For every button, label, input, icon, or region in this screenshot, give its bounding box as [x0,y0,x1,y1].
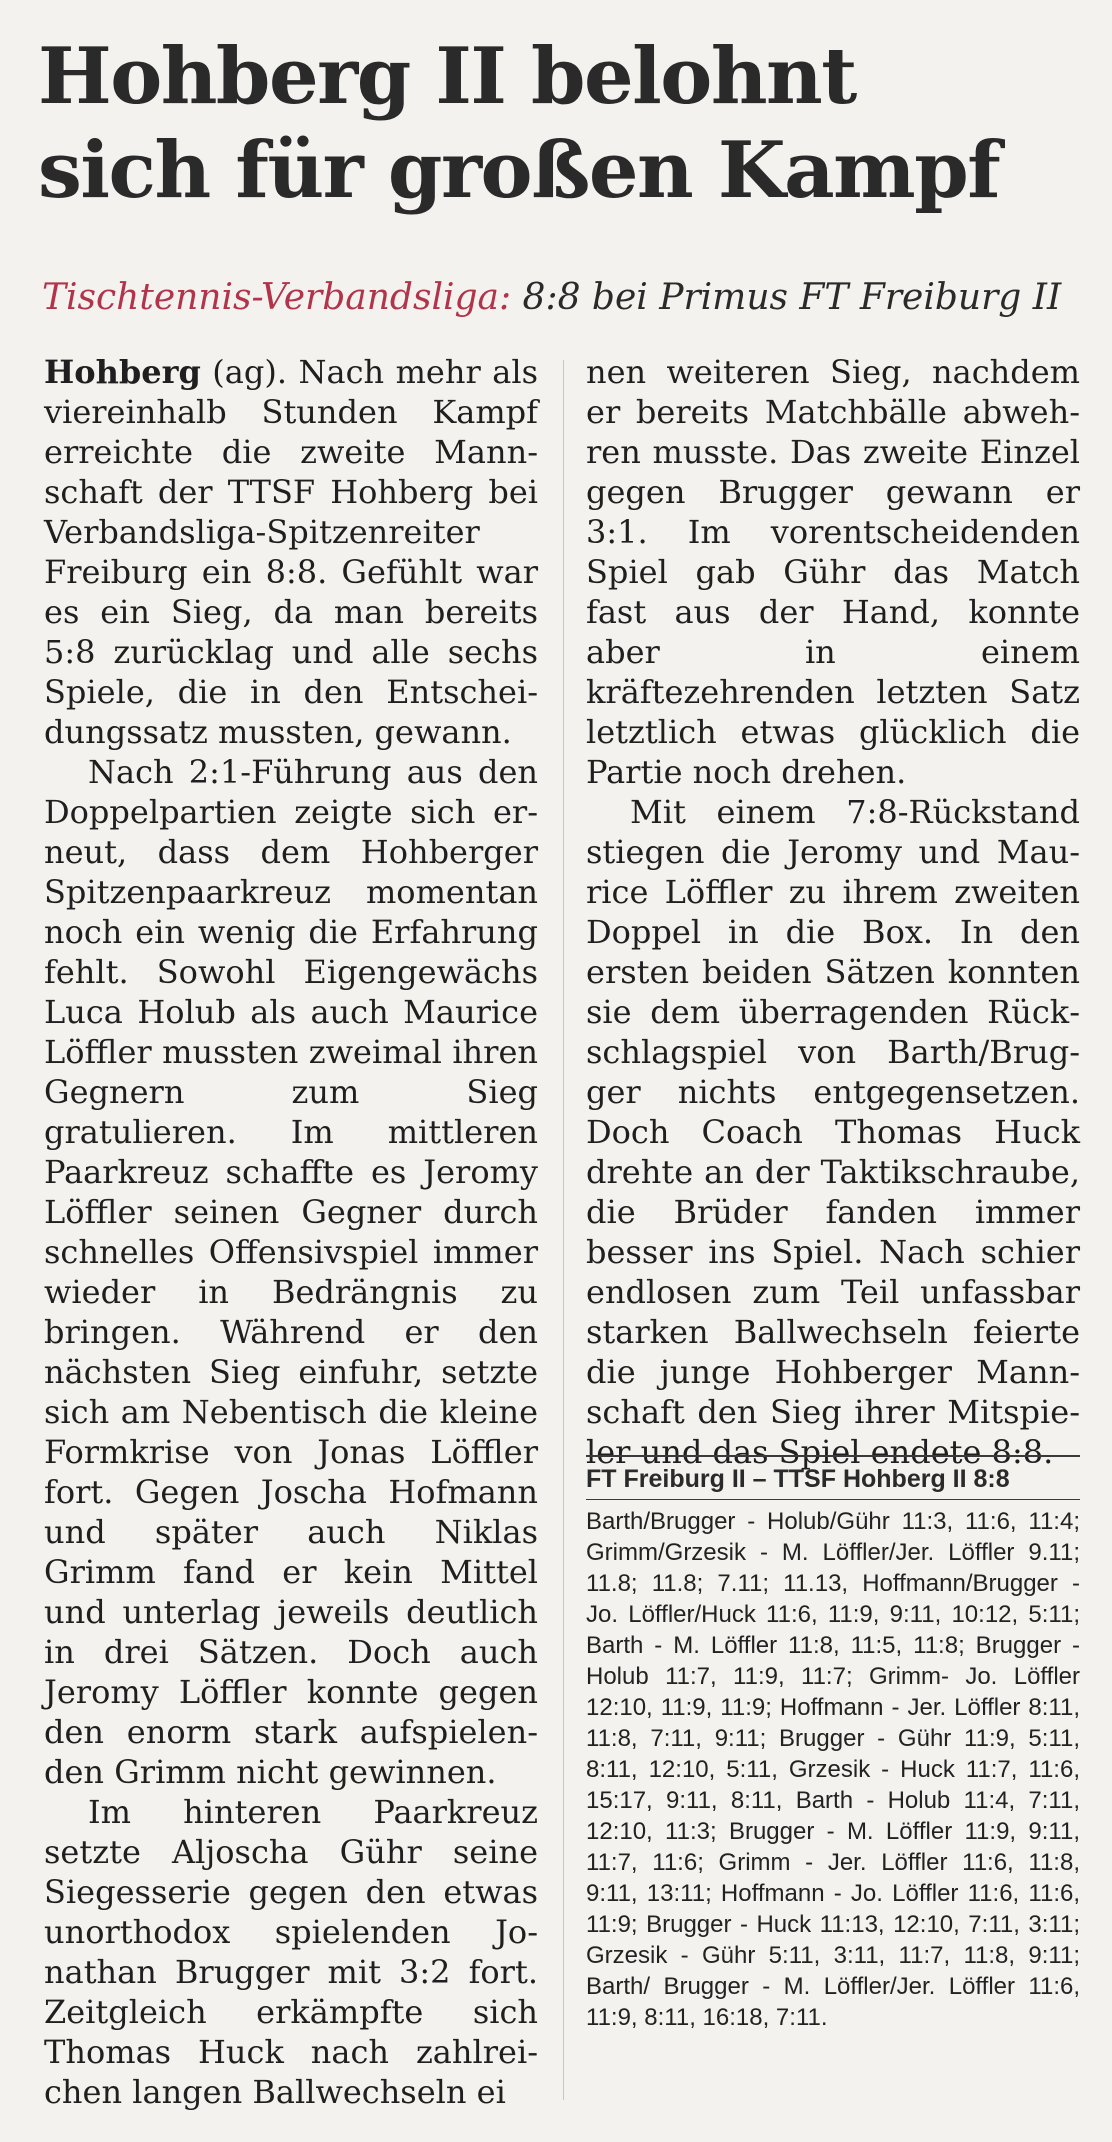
article-paragraph-5: Mit einem 7:8-Rückstand stiegen die Jeromy und Maurice Löffler zu ihrem zweiten Doppel in die Box. In den ersten beiden Sätzen konnten sie dem überragenden Rückschlagspiel von Barth/Brugger nichts entgegensetzen. Doch Coach Thomas Huck drehte an der Taktikschraube, die Brüder fanden immer besser ins Spiel. Nach schier endlosen zum Teil unfassbar starken Ballwechseln feierte die junge Hohberger Mannschaft den Sieg ihrer Mitspieler und das Spiel endete 8:8. [586,793,1080,1471]
headline [38,30,1088,218]
subheadline-text: 8:8 bei Primus FT Freiburg II [511,277,1062,318]
article-paragraph-2: Nach 2:1-Führung aus den Doppelpartien zeigte sich erneut, dass dem Hohberger Spitzenpaarkreuz momentan noch ein wenig die Erfahrung fehlt. Sowohl Eigengewächs Luca Holub als auch Maurice Löffler mussten zweimal ihren Gegnern zum Sieg gratulieren. Im mittleren Paarkreuz schaffte es Jeromy Löffler seinen Gegner durch schnelles Offensivspiel immer wieder in Bedrängnis zu bringen. Während er den nächsten Sieg einfuhr, setzte sich am Nebentisch die kleine Formkrise von Jonas Löffler fort. Gegen Joscha Hofmann und später auch Niklas Grimm fand er kein Mittel und unterlag jeweils deutlich in drei Sätzen. Doch auch Jeromy Löffler konnte gegen den enorm stark aufspielenden Grimm nicht gewinnen. [44,753,538,1791]
subheadline-kicker: Tischtennis-Verbandsliga: [42,277,512,318]
subheadline [42,276,1092,320]
article-paragraph-1-text: (ag). Nach mehr als viereinhalb Stunden Kampf erreichte die zweite Mannschaft der TTSF Hohberg bei Verbandsliga-Spitzenreiter Freiburg ein 8:8. Gefühlt war es ein Sieg, da man bereits 5:8 zurücklag und alle sechs Spiele, die in den Entscheidungssatz mussten, gewann. [44,353,538,751]
results-title: FT Freiburg II – TTSF Hohberg II 8:8 [586,1455,1080,1495]
article-column-right [586,352,1080,1472]
article-column-left [44,352,538,2112]
headline-line-1: Hohberg II belohnt [38,31,856,122]
results-box [586,1455,1080,2033]
column-divider [563,360,564,2100]
dateline: Hohberg [44,353,201,391]
article-paragraph-1 [44,352,538,752]
headline-line-2: sich für großen Kampf [38,125,1000,216]
results-text: Barth/Brugger - Holub/Gühr 11:3, 11:6, 11:4; Grimm/Grzesik - M. Löffler/Jer. Löffler 9.11; 11.8; 11.8; 7.11; 11.13, Hoffmann/Brugger - Jo. Löffler/Huck 11:6, 11:9, 9:11, 10:12, 5:11; Barth - M. Löffler 11:8, 11:5, 11:8; Brugger - Holub 11:7, 11:9, 11:7; Grimm- Jo. Löffler 12:10, 11:9, 11:9; Hoffmann - Jer. Löffler 8:11, 11:8, 7:11, 9:11; Brugger - Gühr 11:9, 5:11, 8:11, 12:10, 5:11, Grzesik - Huck 11:7, 11:6, 15:17, 9:11, 8:11, Barth - Holub 11:4, 7:11, 12:10, 11:3; Brugger - M. Löffler 11:9, 9:11, 11:7, 11:6; Grimm - Jer. Löffler 11:6, 11:8, 9:11, 13:11; Hoffmann - Jo. Löffler 11:6, 11:6, 11:9; Brugger - Huck 11:13, 12:10, 7:11, 3:11; Grzesik - Gühr 5:11, 3:11, 11:7, 11:8, 9:11; Barth/ Brugger - M. Löffler/Jer. Löffler 11:6, 11:9, 8:11, 16:18, 7:11. [586,1499,1080,2033]
article-paragraph-4: nen weiteren Sieg, nachdem er bereits Matchbälle abwehren musste. Das zweite Einzel gegen Brugger gewann er 3:1. Im vorentscheidenden Spiel gab Gühr das Match fast aus der Hand, konnte aber in einem kräftezehrenden letzten Satz letztlich etwas glücklich die Partie noch drehen. [586,353,1080,791]
article-paragraph-3: Im hinteren Paarkreuz setzte Aljoscha Gühr seine Siegesserie gegen den etwas unorthodox spielenden Jonathan Brugger mit 3:2 fort. Zeitgleich erkämpfte sich Thomas Huck nach zahlreichen langen Ballwechseln ei [44,1793,538,2111]
